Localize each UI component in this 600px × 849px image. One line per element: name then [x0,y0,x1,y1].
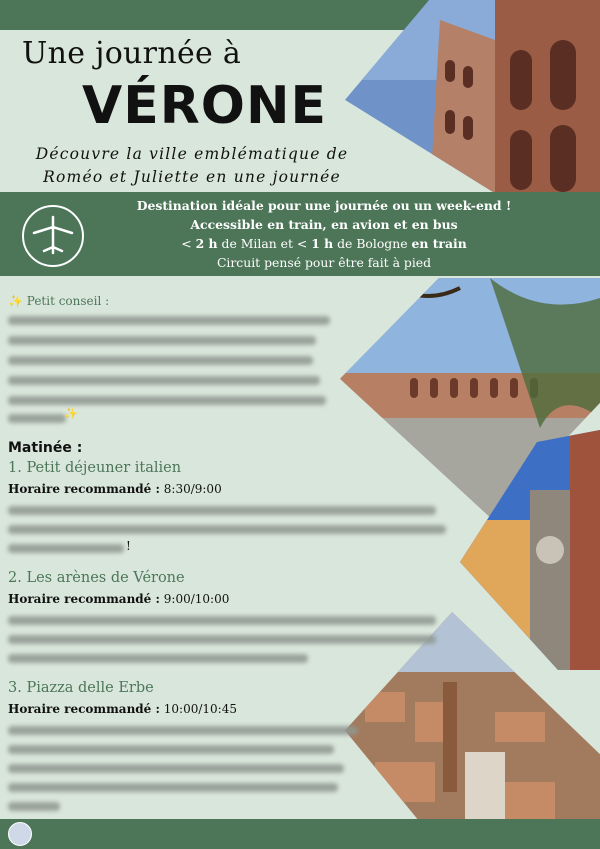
step-2-title: 2. Les arènes de Vérone [8,570,185,586]
blurred-text [8,783,338,792]
info-line2: Accessible en train, en avion et en bus [190,217,458,232]
subtitle: Découvre la ville emblématique de Roméo et Juliette en une journée [35,145,349,186]
bottom-band [0,819,600,849]
tip-label: ✨ Petit conseil : [8,294,110,308]
blurred-text [8,764,344,773]
airplane-icon [22,205,84,267]
blurred-text [8,356,313,365]
blurred-text [8,745,334,754]
blurred-text [8,396,326,405]
blurred-text [8,802,60,811]
step-3-time: Horaire recommandé : 10:00/10:45 [8,702,237,716]
blurred-text [8,506,436,515]
blurred-text [8,525,446,534]
globe-icon [8,822,32,846]
blurred-text [8,414,66,423]
blurred-text [8,376,320,385]
step-2-time: Horaire recommandé : 9:00/10:00 [8,592,230,606]
blurred-text [8,726,358,735]
blurred-text [8,635,436,644]
morning-heading: Matinée : [8,440,83,456]
info-line3: < 2 h de Milan et < 1 h de Bologne en train [181,236,467,251]
blurred-text [8,616,436,625]
step-1-time: Horaire recommandé : 8:30/9:00 [8,482,222,496]
blurred-text [8,654,308,663]
sparkle-icon: ✨ [8,294,23,308]
info-line1: Destination idéale pour une journée ou un week-end ! [136,198,512,213]
info-text [104,196,544,272]
blurred-text [8,336,316,345]
step-1-end: ! [126,539,131,553]
blurred-text [8,544,124,553]
info-line4: Circuit pensé pour être fait à pied [216,255,432,270]
step-3-title: 3. Piazza delle Erbe [8,680,154,696]
step-1-title: 1. Petit déjeuner italien [8,460,182,476]
city-title: VÉRONE [82,76,328,136]
title-prefix: Une journée à [22,36,242,71]
sparkle-icon: ✨ [64,407,78,420]
blurred-text [8,316,330,325]
